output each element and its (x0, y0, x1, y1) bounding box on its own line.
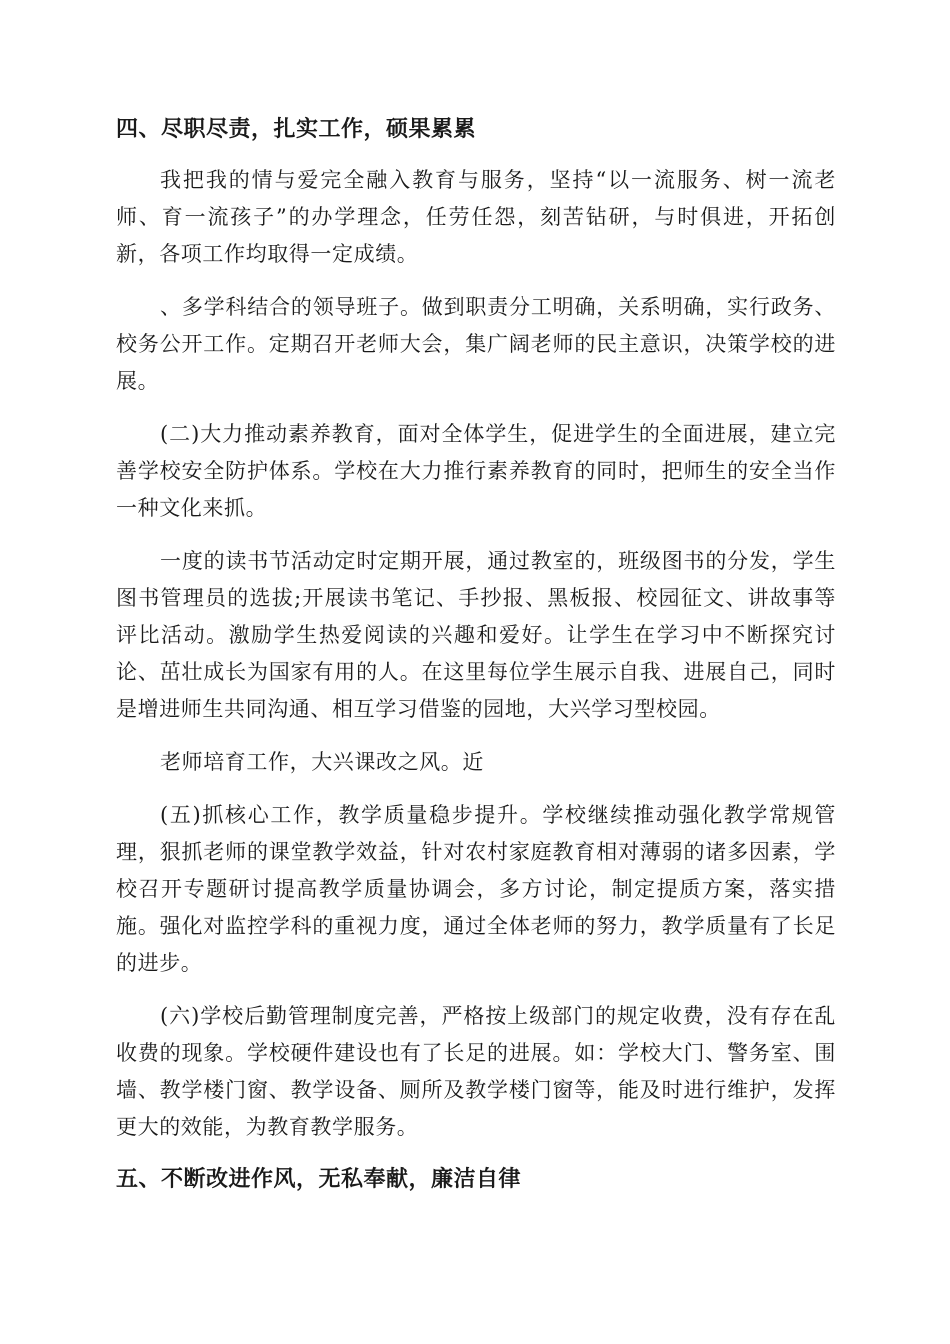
paragraph-6: (五)抓核心工作，教学质量稳步提升。学校继续推动强化教学常规管理，狠抓老师的课堂教学效益，针对农村家庭教育相对薄弱的诸多因素，学校召开专题研讨提高教学质量协调会，多方讨论，制定提质方案，落实措施。强化对监控学科的重视力度，通过全体老师的努力，教学质量有了长足的进步。 (116, 803, 836, 975)
paragraph-3: (二)大力推动素养教育，面对全体学生，促进学生的全面进展，建立完善学校安全防护体系。学校在大力推行素养教育的同时，把师生的安全当作一种文化来抓。 (116, 422, 836, 520)
paragraph-5: 老师培育工作，大兴课改之风。近 (160, 750, 484, 774)
paragraph-4: 一度的读书节活动定时定期开展，通过教室的，班级图书的分发，学生图书管理员的选拔;开展读书笔记、手抄报、黑板报、校园征文、讲故事等评比活动。激励学生热爱阅读的兴趣和爱好。让学生在学习中不断探究讨论、茁壮成长为国家有用的人。在这里每位学生展示自我、进展自己，同时是增进师生共同沟通、相互学习借鉴的园地，大兴学习型校园。 (116, 549, 836, 721)
paragraph-2: 、多学科结合的领导班子。做到职责分工明确，关系明确，实行政务、校务公开工作。定期召开老师大会，集广阔老师的民主意识，决策学校的进展。 (116, 295, 836, 393)
section-heading-4: 四、尽职尽责，扎实工作，硕果累累 (116, 117, 477, 142)
section-heading-5: 五、不断改进作风，无私奉献，廉洁自律 (116, 1167, 522, 1192)
paragraph-1: 我把我的情与爱完全融入教育与服务，坚持“以一流服务、树一流老师、育一流孩子”的办学理念，任劳任怨，刻苦钻研，与时俱进，开拓创新，各项工作均取得一定成绩。 (116, 168, 836, 266)
paragraph-7: (六)学校后勤管理制度完善，严格按上级部门的规定收费，没有存在乱收费的现象。学校硬件建设也有了长足的进展。如：学校大门、警务室、围墙、教学楼门窗、教学设备、厕所及教学楼门窗等，能及时进行维护，发挥更大的效能，为教育教学服务。 (116, 1004, 836, 1139)
document-page (116, 112, 836, 1212)
